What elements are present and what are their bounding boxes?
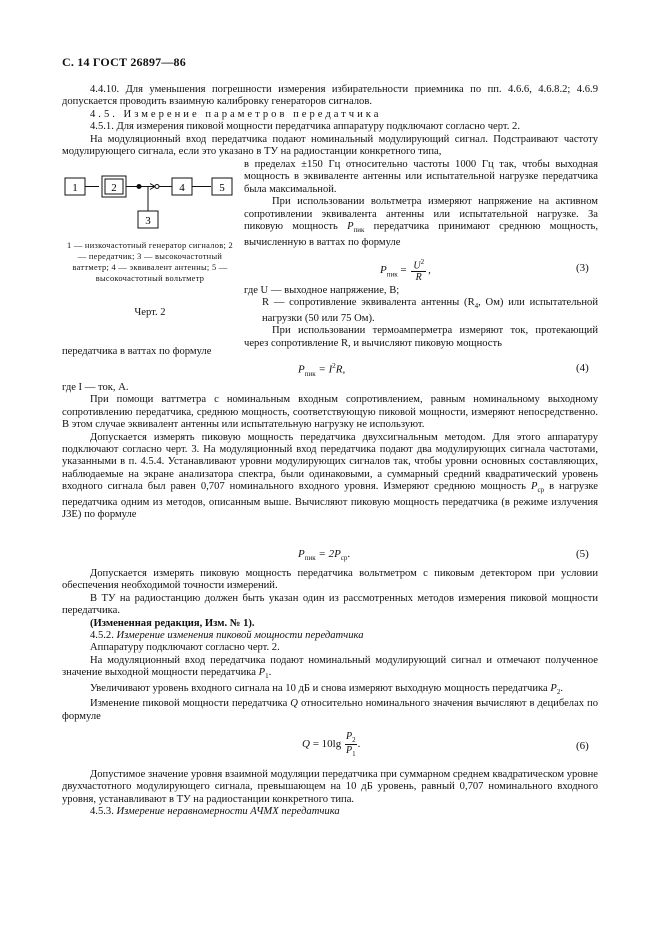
f3-num-sup: 2	[420, 258, 425, 266]
f3-tail: ,	[428, 264, 431, 277]
two-signal-sub: ср	[537, 486, 545, 495]
paragraph-apparatus: Аппаратуру подключают согласно черт. 2.	[90, 642, 280, 654]
paragraph-increase	[62, 683, 598, 699]
increase-text: Увеличивают уровень входного сигнала на 10 дБ и снова измеряют выходную мощность передатчика	[90, 682, 548, 694]
change-q-sym: Q	[290, 698, 298, 710]
f6-num-sub: 2	[352, 736, 356, 744]
f6-den-sub: 1	[352, 750, 356, 758]
increase-sym: P	[550, 682, 557, 694]
paragraph-tu: В ТУ на радиостанцию должен быть указан один из рассмотренных методов измерения пиковой мощности передатчика.	[62, 592, 598, 617]
paragraph-nominal	[62, 655, 598, 683]
main-body	[62, 382, 598, 522]
thermo-continued	[62, 346, 598, 358]
paragraph-4-5-1: 4.5.1. Для измерения пиковой мощности передатчика аппаратуру подключают согласно черт. 2.	[90, 121, 520, 133]
where-r	[244, 297, 598, 325]
where-r-text: R — сопротивление эквивалента антенны (R	[262, 297, 475, 309]
f4-rhs-sup: 2	[332, 362, 336, 370]
where-r-sub: 4	[474, 302, 479, 311]
paragraph-thermo: При использовании термоамперметра измеряют ток, протекающий через сопротивление R, и вычисляют пиковую мощность	[244, 325, 598, 349]
top-text-block	[62, 84, 598, 158]
paragraph-wattmeter: При помощи ваттметра с номинальным входным сопротивлением, равным номинальному выходному сопротивлению передатчика, среднюю мощность, соответствующую пиковой мощности, измеряют непосредственно. В этом случае эквивалент антенны или испытательную нагрузку не используют.	[62, 394, 598, 431]
main-body-2	[62, 568, 598, 723]
paragraph-4-4-10: 4.4.10. Для уменьшения погрешности измерения избирательности приемника по пп. 4.6.6, 4.6.8.2; 4.6.9 допускается проводить взаимную калибровку генераторов сигналов.	[62, 84, 598, 108]
where-r-tail: , Ом) или испытательной нагрузки (50 или 75 Ом).	[262, 297, 599, 324]
heading-4-5-2	[62, 630, 598, 642]
f4-rhs: = I	[318, 363, 333, 376]
paragraph-allowed: Допустимое значение уровня взаимной модуляции передатчика при суммарном среднем квадратическом уровне двухчастотного модулирующего сигнала, превышающем на 10 дБ уровень, равный 0,707 номинального входного уровня, устанавливают в ТУ на радиостанции конкретного типа.	[62, 769, 598, 805]
nominal-tail: .	[268, 667, 272, 679]
heading-4-5-3-title: Измерение неравномерности АЧМХ передатчика	[116, 806, 340, 818]
nominal-sym: P	[258, 667, 266, 679]
formula-5-number: (5)	[576, 548, 589, 560]
f6-num: P	[345, 731, 353, 742]
f5-lhs-sub: пик	[304, 554, 316, 563]
heading-4-5-3-number: 4.5.3.	[90, 806, 114, 818]
voltmeter-text-a: При использовании вольтметра измеряют напряжение на активном сопротивлении эквивалента антенны или испытательной нагрузке. За пиковую мощность	[244, 196, 598, 233]
paragraph-two-signal	[62, 432, 598, 522]
f6-tail: .	[357, 738, 361, 751]
heading-4-5-2-title: Измерение изменения пиковой мощности передатчика	[116, 630, 364, 642]
block-4-label: 4	[179, 182, 185, 194]
where-i: где I — ток, А.	[62, 382, 129, 393]
paragraph-frequency-range: в пределах ±150 Гц относительно частоты 1000 Гц так, чтобы выходная мощность в эквиваленте антенны или испытательной нагрузке передатчика была максимальной.	[244, 159, 598, 195]
f4-lhs-sub: пик	[304, 369, 316, 378]
f3-num: U	[413, 260, 421, 272]
two-signal-b: в нагрузке передатчика одним из методов, описанным выше. Вычисляют пиковую мощность передатчика (в режиме излучения J3E) по формуле	[62, 481, 598, 521]
voltmeter-text-b: передатчика принимают среднюю мощность, вычисленную в ваттах по формуле	[244, 221, 598, 248]
formula-6-number: (6)	[576, 740, 589, 752]
f6-lhs: Q	[302, 738, 310, 751]
formula-4-number: (4)	[576, 362, 589, 374]
formula-3	[380, 258, 431, 283]
formula-4	[298, 362, 345, 378]
symbol-sub: пик	[353, 226, 365, 235]
main-body-3	[62, 769, 598, 819]
circuit-diagram	[62, 175, 242, 237]
change-q-text-a: Изменение пиковой мощности передатчика	[90, 698, 288, 710]
f6-eq: = 10lg	[312, 738, 342, 751]
paragraph-change-q	[62, 698, 598, 723]
symbol-p: P	[347, 221, 354, 233]
nominal-text: На модуляционный вход передатчика подают номинальный модулирующий сигнал и отмечают полученное значение выходной мощности передатчика	[62, 654, 598, 679]
block-5-label: 5	[219, 182, 225, 194]
two-signal-a: Допускается измерять пиковую мощность передатчика двухсигнальным методом. Для этого аппаратуру подключают согласно черт. 3. На модуляционный вход передатчика подают два модулирующих сигнала частотами, указанными в п. 4.5.4. Устанавливают уровни модулирующих сигналов так, чтобы уровни основных составляющих, наблюдаемые на экране анализатора спектра, были одинаковыми, а суммарный средний квадратический уровень входного сигнала был равен 0,707 номинального входного уровня. Измеряют среднюю мощность	[62, 431, 598, 493]
figure-title: Черт. 2	[134, 307, 166, 318]
f4-rhs-tail: R,	[335, 363, 346, 376]
thermo-text-b: передатчика в ваттах по формуле	[62, 346, 212, 357]
paragraph-peak-detector: Допускается измерять пиковую мощность передатчика вольтметром с пиковым детектором при условии обеспечения необходимой точности измерений.	[62, 568, 598, 592]
f3-den: R	[415, 272, 422, 284]
f3-lhs-sub: пик	[386, 270, 398, 279]
increase-sub: 2	[556, 687, 561, 696]
f4-lhs: P	[298, 363, 305, 376]
paragraph-voltmeter	[244, 196, 598, 249]
formula-3-number: (3)	[576, 262, 589, 274]
edit-note: (Измененная редакция, Изм. № 1).	[90, 617, 255, 629]
paragraph-modulation-input: На модуляционный вход передатчика подают номинальный модулирующий сигнал. Подстраивают частоту модулирующего сигнала, если это указано в ТУ на радиостанции конкретного типа,	[62, 133, 598, 158]
block-2-label: 2	[111, 182, 117, 194]
two-signal-sym: P	[530, 481, 538, 493]
f5-rhs-sub: ср	[340, 554, 348, 563]
right-column-text	[244, 159, 598, 249]
heading-4-5-3	[62, 806, 598, 818]
f6-den: P	[345, 745, 353, 756]
heading-4-5-2-number: 4.5.2.	[90, 630, 114, 642]
diagram-caption: 1 — низкочастотный генератор сигналов; 2 — передатчик; 3 — высокочастотный ваттметр; 4 — эквивалент антенны; 5 — высокочастотный вольтметр	[66, 241, 234, 283]
formula-5	[298, 548, 350, 562]
f3-lhs: P	[380, 264, 387, 277]
nominal-sub: 1	[265, 672, 269, 681]
where-block-1	[244, 285, 598, 350]
change-q-text-b: относительно номинального значения вычисляют в децибелах по формуле	[62, 698, 599, 722]
f5-rhs: = 2P	[318, 548, 341, 560]
page-header: С. 14 ГОСТ 26897—86	[62, 55, 186, 69]
where-u: где U — выходное напряжение, В;	[244, 285, 400, 296]
formula-6	[302, 731, 360, 758]
f3-eq: =	[400, 264, 407, 277]
block-1-label: 1	[72, 182, 78, 194]
f5-tail: .	[347, 548, 351, 560]
block-3-label: 3	[145, 215, 151, 227]
f5-lhs: P	[298, 548, 305, 560]
section-heading-4-5: 4.5. Измерение параметров передатчика	[90, 108, 382, 120]
increase-tail: .	[560, 682, 563, 694]
